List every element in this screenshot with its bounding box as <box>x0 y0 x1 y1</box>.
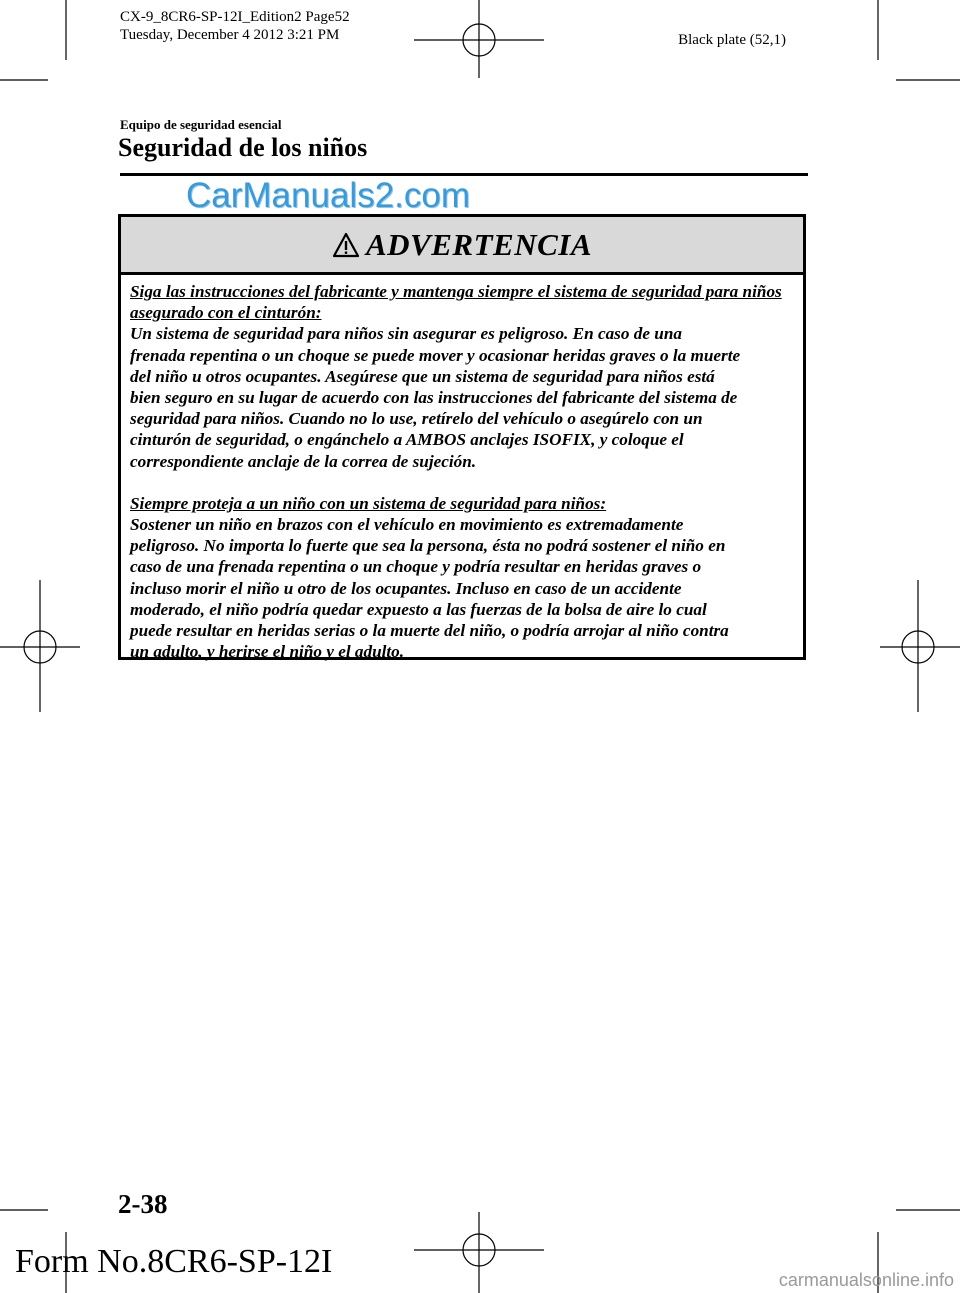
print-datetime: Tuesday, December 4 2012 3:21 PM <box>120 27 340 43</box>
warning-heading-1: Siga las instrucciones del fabricante y mantenga siempre el sistema de seguridad para niños asegurado con el cinturón: <box>130 282 782 323</box>
text-line: un adulto, y herirse el niño y el adulto. <box>130 642 405 662</box>
warning-title: ADVERTENCIA <box>365 226 592 262</box>
text-line: incluso morir el niño u otro de los ocupantes. Incluso en caso de un accidente <box>130 578 682 598</box>
print-file-name: CX-9_8CR6-SP-12I_Edition2 Page52 <box>120 9 350 25</box>
text-line: cinturón de seguridad, o engánchelo a AMBOS anclajes ISOFIX, y coloque el <box>130 430 684 450</box>
warning-body <box>121 275 803 662</box>
text-line: bien seguro en su lugar de acuerdo con las instrucciones del fabricante del sistema de <box>130 388 738 408</box>
text-line: Un sistema de seguridad para niños sin asegurar es peligroso. En caso de una <box>130 324 682 344</box>
plate-label: Black plate (52,1) <box>678 32 786 48</box>
text-line: peligroso. No importa lo fuerte que sea la persona, ésta no podrá sostener el niño en <box>130 536 726 556</box>
text-line: correspondiente anclaje de la correa de sujeción. <box>130 451 477 471</box>
warning-text-2 <box>130 514 795 662</box>
form-number: Form No.8CR6-SP-12I <box>15 1243 333 1280</box>
text-line: caso de una frenada repentina o un choque y podría resultar en heridas graves o <box>130 557 702 577</box>
text-line: frenada repentina o un choque se puede mover y ocasionar heridas graves o la muerte <box>130 345 741 365</box>
text-line: puede resultar en heridas serias o la muerte del niño, o podría arrojar al niño contra <box>130 621 729 641</box>
warning-header <box>121 217 803 275</box>
page-title: Seguridad de los niños <box>118 133 368 162</box>
text-line: Sostener un niño en brazos con el vehículo en movimiento es extremadamente <box>130 515 684 535</box>
watermark: CarManuals2.com <box>186 176 470 215</box>
warning-heading-2: Siempre proteja a un niño con un sistema de seguridad para niños: <box>130 493 607 513</box>
print-header-info <box>120 8 350 44</box>
warning-box <box>118 214 806 660</box>
text-line: moderado, el niño podría quedar expuesto a las fuerzas de la bolsa de aire lo cual <box>130 599 707 619</box>
warning-triangle-icon <box>332 232 360 258</box>
text-line: seguridad para niños. Cuando no lo use, retírelo del vehículo o asegúrelo con un <box>130 409 703 429</box>
page-number: 2-38 <box>118 1189 168 1219</box>
site-watermark: carmanualsonline.info <box>778 1270 954 1290</box>
section-label: Equipo de seguridad esencial <box>120 117 282 132</box>
text-line: del niño u otros ocupantes. Asegúrese que un sistema de seguridad para niños está <box>130 366 715 386</box>
warning-text-1 <box>130 323 795 471</box>
